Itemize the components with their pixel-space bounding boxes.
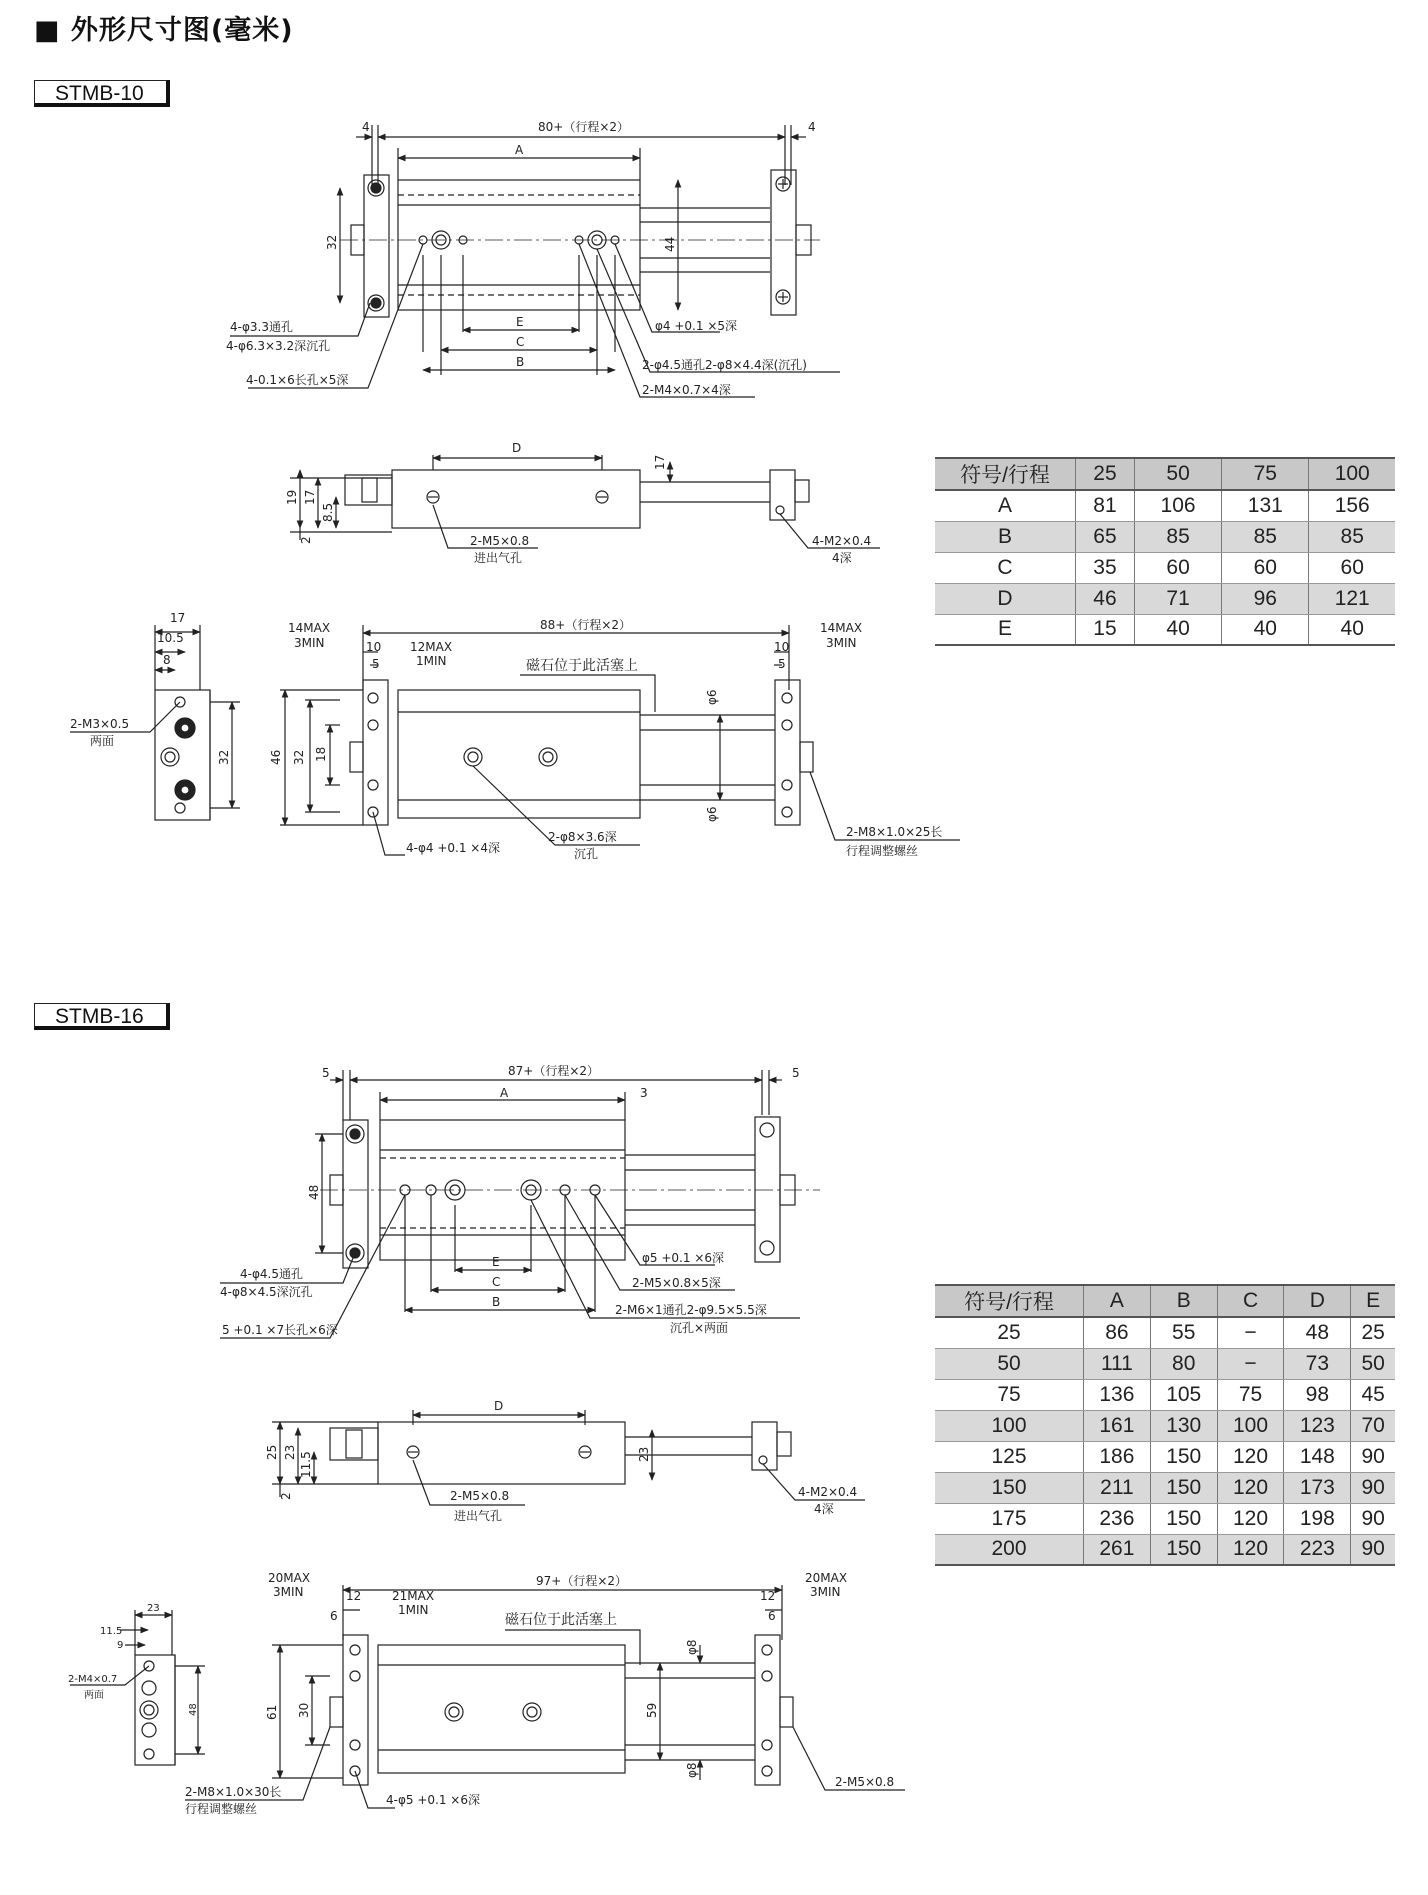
table-header: 100 xyxy=(1309,458,1395,490)
stmb10-note-through: 2-φ4.5通孔2-φ8×4.4深(沉孔) xyxy=(642,358,807,372)
stmb16-dim-30: 30 xyxy=(297,1702,311,1718)
table-cell: 100 xyxy=(1217,1410,1284,1441)
stmb10-dim-a: A xyxy=(515,143,524,157)
table-cell: 200 xyxy=(935,1534,1084,1565)
stmb10-dim-18: 18 xyxy=(314,746,328,762)
stmb16-dim-1min: 1MIN xyxy=(398,1603,429,1617)
table-cell: 65 xyxy=(1076,521,1135,552)
stmb10-dim-44: 44 xyxy=(663,236,677,252)
stmb16-dim-6r: 6 xyxy=(768,1609,776,1623)
stmb16-note-magnet: 磁石位于此活塞上 xyxy=(505,1612,617,1628)
stmb16-dim-e: E xyxy=(492,1255,500,1269)
stmb16-bottom-note-m5: 2-M5×0.8 xyxy=(835,1775,895,1789)
stmb16-note-m2: 4-M2×0.4 xyxy=(798,1485,858,1499)
stmb16-dim-48: 48 xyxy=(307,1184,321,1200)
stmb10-note-m3: 2-M3×0.5 xyxy=(70,717,130,731)
stmb16-end-dim-23: 23 xyxy=(147,1603,160,1614)
stmb16-note-port: 2-M5×0.8 xyxy=(450,1489,510,1503)
table-cell: 60 xyxy=(1222,552,1309,583)
stmb16-dim-20max-r: 20MAX xyxy=(805,1571,848,1585)
stmb10-end-dim-8: 8 xyxy=(163,653,171,667)
table-cell: 121 xyxy=(1309,583,1395,614)
stmb16-end-dim-48: 48 xyxy=(188,1703,199,1716)
table-cell: 173 xyxy=(1284,1472,1351,1503)
table-header: 75 xyxy=(1222,458,1309,490)
model-label-stmb10: STMB-10 xyxy=(34,80,170,107)
stmb16-note-m4b: 两面 xyxy=(84,1690,104,1701)
table-row xyxy=(935,1503,1395,1534)
table-cell: 73 xyxy=(1284,1348,1351,1379)
table-cell: 86 xyxy=(1084,1317,1151,1348)
table-cell: 81 xyxy=(1076,490,1135,521)
stmb10-side-dim-19: 19 xyxy=(285,489,299,505)
table-cell: 60 xyxy=(1134,552,1221,583)
table-cell: 120 xyxy=(1217,1503,1284,1534)
stmb10-dim-10: 10 xyxy=(366,640,382,654)
table-cell: 85 xyxy=(1134,521,1221,552)
stmb16-dim-b: B xyxy=(492,1295,501,1309)
table-cell: 85 xyxy=(1222,521,1309,552)
stmb10-dim-14max: 14MAX xyxy=(288,621,331,635)
stmb16-dim-c: C xyxy=(492,1275,501,1289)
table-header: E xyxy=(1351,1285,1395,1317)
table-cell: 40 xyxy=(1309,614,1395,645)
stmb10-note-port2: 进出气孔 xyxy=(474,551,523,565)
stmb10-side-dim-17: 17 xyxy=(303,489,317,505)
table-cell: 25 xyxy=(1351,1317,1395,1348)
stmb16-bottom-note-pin: 4-φ5 +0.1 ×6深 xyxy=(386,1793,480,1807)
table-row xyxy=(935,614,1395,645)
table-cell: 90 xyxy=(1351,1472,1395,1503)
table-cell: 90 xyxy=(1351,1441,1395,1472)
stmb16-dim-a: A xyxy=(500,1086,509,1100)
stmb16-note-m2b: 4深 xyxy=(814,1502,834,1516)
table-row xyxy=(935,1379,1395,1410)
stmb10-note-m2b: 4深 xyxy=(832,551,852,565)
table-row xyxy=(935,1348,1395,1379)
stmb16-note-adjust2: 行程调整螺丝 xyxy=(185,1802,258,1816)
stmb10-dim-total: 80+（行程×2） xyxy=(538,120,630,134)
table-cell: D xyxy=(935,583,1076,614)
table-cell: 105 xyxy=(1150,1379,1217,1410)
stmb16-side-dim-115: 11.5 xyxy=(299,1451,313,1478)
stmb16-dim-3min-r: 3MIN xyxy=(810,1585,841,1599)
stmb10-dim-b: B xyxy=(516,355,525,369)
table-cell: 96 xyxy=(1222,583,1309,614)
table-cell: 186 xyxy=(1084,1441,1151,1472)
stmb16-note-through2: 沉孔×两面 xyxy=(670,1321,729,1335)
table-cell: 120 xyxy=(1217,1441,1284,1472)
stmb10-dim-c: C xyxy=(516,335,525,349)
table-cell: 150 xyxy=(1150,1503,1217,1534)
table-row xyxy=(935,1410,1395,1441)
stmb10-note-pin: φ4 +0.1 ×5深 xyxy=(655,319,738,333)
stmb10-end-dim-105: 10.5 xyxy=(157,631,184,645)
stmb16-note-adjust: 2-M8×1.0×30长 xyxy=(185,1785,282,1799)
stmb16-side-dim-25: 25 xyxy=(265,1444,279,1460)
stmb10-top-view xyxy=(230,125,840,397)
table-header: 符号/行程 xyxy=(935,458,1076,490)
table-cell: 50 xyxy=(1351,1348,1395,1379)
stmb10-dim-12max: 12MAX xyxy=(410,640,453,654)
stmb10-note-slot: 4-0.1×6长孔×5深 xyxy=(246,373,349,387)
table-cell: 40 xyxy=(1134,614,1221,645)
stmb10-dim-3min-r: 3MIN xyxy=(826,636,857,650)
stmb16-dim-20max: 20MAX xyxy=(268,1571,311,1585)
stmb16-bottom-dim-total: 97+（行程×2） xyxy=(536,1574,628,1588)
stmb16-dim-phi8a: φ8 xyxy=(685,1639,699,1655)
table-row xyxy=(935,1317,1395,1348)
table-cell: 100 xyxy=(935,1410,1084,1441)
table-row xyxy=(935,521,1395,552)
table-cell: 123 xyxy=(1284,1410,1351,1441)
stmb16-side-view xyxy=(272,1410,865,1505)
table-cell: 175 xyxy=(935,1503,1084,1534)
table-row xyxy=(935,490,1395,521)
table-cell: 223 xyxy=(1284,1534,1351,1565)
stmb10-dim-e: E xyxy=(516,315,524,329)
stmb10-note-adjust: 2-M8×1.0×25长 xyxy=(846,825,943,839)
table-cell: C xyxy=(935,552,1076,583)
table-row xyxy=(935,583,1395,614)
stmb16-dim-12r: 12 xyxy=(760,1589,776,1603)
stmb10-dim-32: 32 xyxy=(325,234,339,250)
table-cell: 75 xyxy=(1217,1379,1284,1410)
stmb16-note-m5: 2-M5×0.8×5深 xyxy=(632,1276,721,1290)
stmb10-bottom-dim-total: 88+（行程×2） xyxy=(540,618,632,632)
table-cell: 106 xyxy=(1134,490,1221,521)
table-cell: 55 xyxy=(1150,1317,1217,1348)
table-cell: 25 xyxy=(935,1317,1084,1348)
table-row xyxy=(935,1441,1395,1472)
stmb10-dim-left: 4 xyxy=(362,120,370,134)
stmb10-dim-right: 4 xyxy=(808,120,816,134)
table-row xyxy=(935,1472,1395,1503)
table-cell: 150 xyxy=(935,1472,1084,1503)
table-cell: E xyxy=(935,614,1076,645)
stmb10-dim-46: 46 xyxy=(269,749,283,765)
stmb10-side-dim-17r: 17 xyxy=(653,454,667,470)
stmb16-dim-3min: 3MIN xyxy=(273,1585,304,1599)
table-cell: 131 xyxy=(1222,490,1309,521)
table-cell: 98 xyxy=(1284,1379,1351,1410)
stmb10-note-m2: 4-M2×0.4 xyxy=(812,534,872,548)
table-cell: − xyxy=(1217,1317,1284,1348)
stmb10-note-magnet: 磁石位于此活塞上 xyxy=(526,658,638,674)
stmb16-end-dim-115: 11.5 xyxy=(100,1626,123,1637)
table-cell: 161 xyxy=(1084,1410,1151,1441)
table-header: C xyxy=(1217,1285,1284,1317)
stmb16-dim-right: 5 xyxy=(792,1066,800,1080)
stmb10-dim-5: 5 xyxy=(372,657,380,671)
stmb16-side-dim-23: 23 xyxy=(283,1444,297,1460)
stmb10-note-hole2: 4-φ6.3×3.2深沉孔 xyxy=(226,339,331,353)
stmb10-dim-phi6a: φ6 xyxy=(705,689,719,705)
table-cell: 48 xyxy=(1284,1317,1351,1348)
stmb16-end-dim-9: 9 xyxy=(117,1640,124,1651)
table-cell: 71 xyxy=(1134,583,1221,614)
stmb16-dim-12: 12 xyxy=(346,1589,362,1603)
stmb16-dim-phi8b: φ8 xyxy=(685,1762,699,1778)
stmb16-note-port2: 进出气孔 xyxy=(454,1509,503,1523)
model-label-stmb16: STMB-16 xyxy=(34,1003,170,1030)
table-header: 50 xyxy=(1134,458,1221,490)
stmb10-note-cbore2: 沉孔 xyxy=(574,847,599,861)
table-cell: 130 xyxy=(1150,1410,1217,1441)
table-cell: 40 xyxy=(1222,614,1309,645)
table-cell: 45 xyxy=(1351,1379,1395,1410)
stmb10-end-dim-17: 17 xyxy=(170,611,186,625)
table-cell: 150 xyxy=(1150,1534,1217,1565)
table-header: B xyxy=(1150,1285,1217,1317)
table-cell: 211 xyxy=(1084,1472,1151,1503)
stmb16-spec-table xyxy=(935,1284,1395,1566)
table-cell: 70 xyxy=(1351,1410,1395,1441)
table-cell: 120 xyxy=(1217,1472,1284,1503)
table-cell: 111 xyxy=(1084,1348,1151,1379)
table-cell: 125 xyxy=(935,1441,1084,1472)
stmb10-note-port: 2-M5×0.8 xyxy=(470,534,530,548)
stmb10-side-view xyxy=(290,455,880,548)
stmb16-side-dim-23r: 23 xyxy=(637,1446,651,1462)
stmb10-end-dim-32: 32 xyxy=(217,749,231,765)
stmb10-note-adjust2: 行程调整螺丝 xyxy=(846,844,919,858)
stmb10-dim-5r: 5 xyxy=(778,657,786,671)
table-cell: 60 xyxy=(1309,552,1395,583)
table-cell: 120 xyxy=(1217,1534,1284,1565)
table-header: 符号/行程 xyxy=(935,1285,1084,1317)
stmb16-side-dim-2: 2 xyxy=(279,1492,293,1500)
stmb16-dim-59: 59 xyxy=(645,1702,659,1718)
stmb16-dim-61: 61 xyxy=(265,1704,279,1720)
stmb10-note-thread: 2-M4×0.7×4深 xyxy=(642,383,731,397)
table-cell: 148 xyxy=(1284,1441,1351,1472)
table-cell: − xyxy=(1217,1348,1284,1379)
table-cell: A xyxy=(935,490,1076,521)
stmb10-side-dim-2: 2 xyxy=(299,536,313,544)
table-cell: 90 xyxy=(1351,1503,1395,1534)
table-cell: 236 xyxy=(1084,1503,1151,1534)
stmb16-note-m4: 2-M4×0.7 xyxy=(68,1674,118,1685)
stmb10-side-dim-d: D xyxy=(512,441,522,455)
stmb10-dim-phi6b: φ6 xyxy=(705,806,719,822)
stmb10-dim-10r: 10 xyxy=(774,640,790,654)
stmb10-note-cbore: 2-φ8×3.6深 xyxy=(548,830,617,844)
table-cell: 156 xyxy=(1309,490,1395,521)
stmb16-dim-6: 6 xyxy=(330,1609,338,1623)
table-cell: 150 xyxy=(1150,1441,1217,1472)
stmb16-side-dim-d: D xyxy=(494,1399,504,1413)
stmb10-dim-32-b: 32 xyxy=(292,749,306,765)
stmb16-end-view xyxy=(70,1610,205,1765)
stmb10-side-dim-85: 8.5 xyxy=(321,502,335,522)
stmb16-dim-21max: 21MAX xyxy=(392,1589,435,1603)
table-header: D xyxy=(1284,1285,1351,1317)
table-cell: 15 xyxy=(1076,614,1135,645)
table-header: A xyxy=(1084,1285,1151,1317)
stmb16-note-slot: 5 +0.1 ×7长孔×6深 xyxy=(222,1323,338,1337)
table-cell: 136 xyxy=(1084,1379,1151,1410)
stmb10-note-m3b: 两面 xyxy=(90,734,115,748)
stmb16-note-hole1: 4-φ4.5通孔 xyxy=(240,1267,303,1281)
stmb10-dim-3min: 3MIN xyxy=(294,636,325,650)
table-cell: B xyxy=(935,521,1076,552)
stmb10-spec-table xyxy=(935,457,1395,646)
table-header: 25 xyxy=(1076,458,1135,490)
table-cell: 150 xyxy=(1150,1472,1217,1503)
table-cell: 75 xyxy=(935,1379,1084,1410)
table-cell: 46 xyxy=(1076,583,1135,614)
stmb16-note-hole2: 4-φ8×4.5深沉孔 xyxy=(220,1285,313,1299)
stmb16-note-through: 2-M6×1通孔2-φ9.5×5.5深 xyxy=(615,1303,767,1317)
table-cell: 261 xyxy=(1084,1534,1151,1565)
stmb16-dim-total: 87+（行程×2） xyxy=(508,1064,600,1078)
stmb16-note-pin: φ5 +0.1 ×6深 xyxy=(642,1251,725,1265)
table-cell: 80 xyxy=(1150,1348,1217,1379)
table-cell: 50 xyxy=(935,1348,1084,1379)
page-heading: ■ 外形尺寸图(毫米) xyxy=(34,15,294,46)
stmb10-bottom-note-pin: 4-φ4 +0.1 ×4深 xyxy=(406,841,500,855)
stmb10-dim-14max-r: 14MAX xyxy=(820,621,863,635)
stmb10-dim-1min: 1MIN xyxy=(416,654,447,668)
stmb16-dim-left: 5 xyxy=(322,1066,330,1080)
table-cell: 90 xyxy=(1351,1534,1395,1565)
stmb10-note-hole1: 4-φ3.3通孔 xyxy=(230,320,293,334)
table-row xyxy=(935,552,1395,583)
stmb16-dim-3: 3 xyxy=(640,1086,648,1100)
table-cell: 198 xyxy=(1284,1503,1351,1534)
table-cell: 35 xyxy=(1076,552,1135,583)
table-row xyxy=(935,1534,1395,1565)
table-cell: 85 xyxy=(1309,521,1395,552)
